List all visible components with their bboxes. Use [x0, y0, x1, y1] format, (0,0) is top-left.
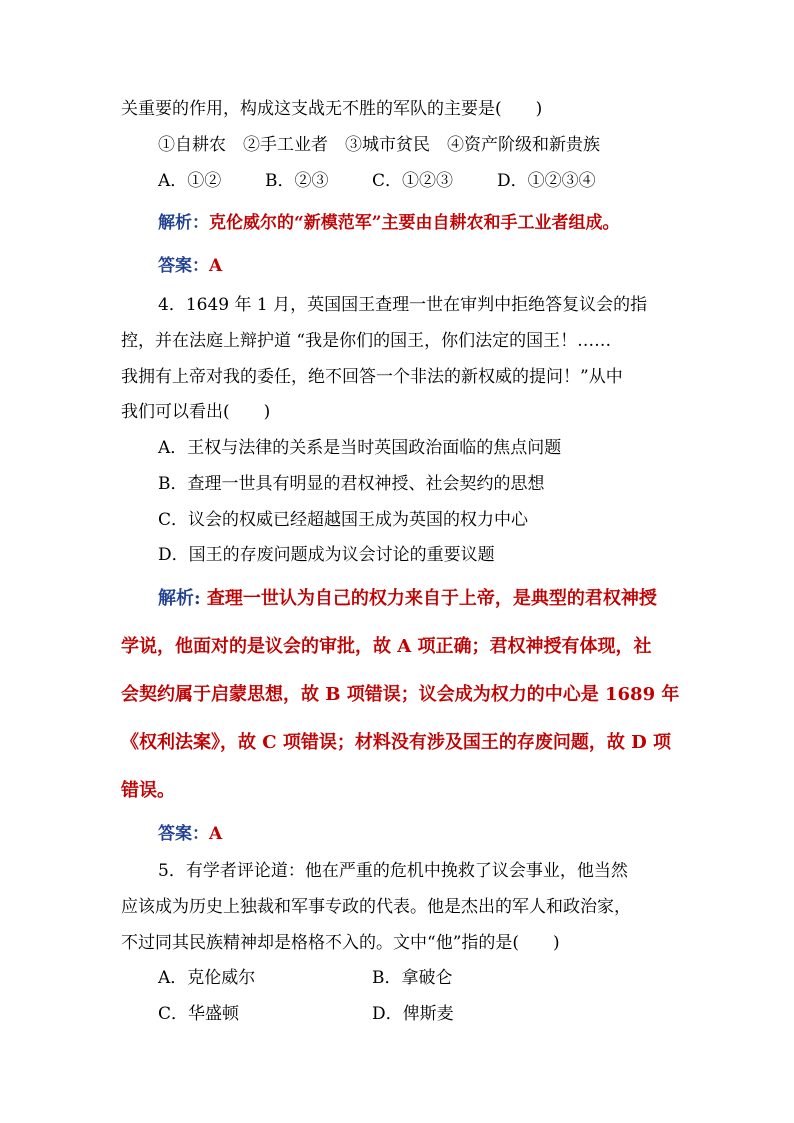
q5-option-d: D．俾斯麦 — [372, 1004, 454, 1024]
q4-option-a: A．王权与法律的关系是当时英国政治面临的焦点问题 — [158, 438, 562, 458]
q5-option-a: A．克伦威尔 — [158, 968, 256, 988]
q4-analysis-line-3: 会契约属于启蒙思想，故 B 项错误；议会成为权力的中心是 1689 年 — [121, 684, 680, 705]
q5-option-b: B．拿破仑 — [372, 968, 453, 988]
q4-answer — [158, 823, 222, 845]
q3-option-b: B．②③ — [265, 171, 329, 191]
q3-option-a: A．①② — [158, 171, 222, 191]
q4-answer-label: 答案： — [158, 824, 209, 844]
q3-stem-tail: 关重要的作用，构成这支战无不胜的军队的主要是( ) — [121, 99, 543, 119]
q3-answer-label: 答案： — [158, 256, 209, 276]
q4-option-d: D．国王的存废问题成为议会讨论的重要议题 — [158, 545, 495, 565]
q4-answer-value: A — [209, 824, 223, 844]
q4-analysis-line-2: 学说，他面对的是议会的审批，故 A 项正确；君权神授有体现，社 — [121, 636, 652, 657]
q4-stem-line-1: 4．1649 年 1 月，英国国王查理一世在审判中拒绝答复议会的指 — [158, 295, 648, 315]
q4-stem-line-3: 我拥有上帝对我的委任，绝不回答一个非法的新权威的提问！”从中 — [121, 367, 623, 387]
q5-option-c: C．华盛顿 — [158, 1004, 240, 1024]
q5-stem-line-1: 5．有学者评论道：他在严重的危机中挽救了议会事业，他当然 — [158, 861, 628, 881]
q3-analysis — [158, 212, 620, 234]
q4-analysis-line-4: 《权利法案》，故 C 项错误；材料没有涉及国王的存废问题，故 D 项 — [121, 732, 671, 753]
q3-answer — [158, 255, 222, 277]
q4-analysis-line-1 — [158, 588, 657, 610]
q4-analysis-line-5: 错误。 — [121, 780, 175, 801]
q4-stem-line-2: 控，并在法庭上辩护道 “我是你们的国王，你们法定的国王！…… — [121, 331, 612, 351]
q5-stem-line-3: 不过同其民族精神却是格格不入的。文中“他”指的是( ) — [121, 933, 560, 953]
q5-stem-line-2: 应该成为历史上独裁和军事专政的代表。他是杰出的军人和政治家， — [121, 897, 631, 917]
q3-option-c: C．①②③ — [372, 171, 454, 191]
q3-analysis-text: 克伦威尔的“新模范军”主要由自耕农和手工业者组成。 — [209, 213, 620, 233]
q3-option-d: D．①②③④ — [497, 171, 596, 191]
q4-option-b: B．查理一世具有明显的君权神授、社会契约的思想 — [158, 474, 545, 494]
q3-items: ①自耕农 ②手工业者 ③城市贫民 ④资产阶级和新贵族 — [158, 135, 600, 155]
q4-stem-line-4: 我们可以看出( ) — [121, 402, 271, 422]
q4-option-c: C．议会的权威已经超越国王成为英国的权力中心 — [158, 510, 529, 530]
q4-analysis-label: 解析: — [158, 588, 207, 609]
q4-analysis-text-1: 查理一世认为自己的权力来自于上帝，是典型的君权神授 — [206, 588, 657, 609]
q3-analysis-label: 解析： — [158, 213, 209, 233]
q3-answer-value: A — [209, 256, 223, 276]
